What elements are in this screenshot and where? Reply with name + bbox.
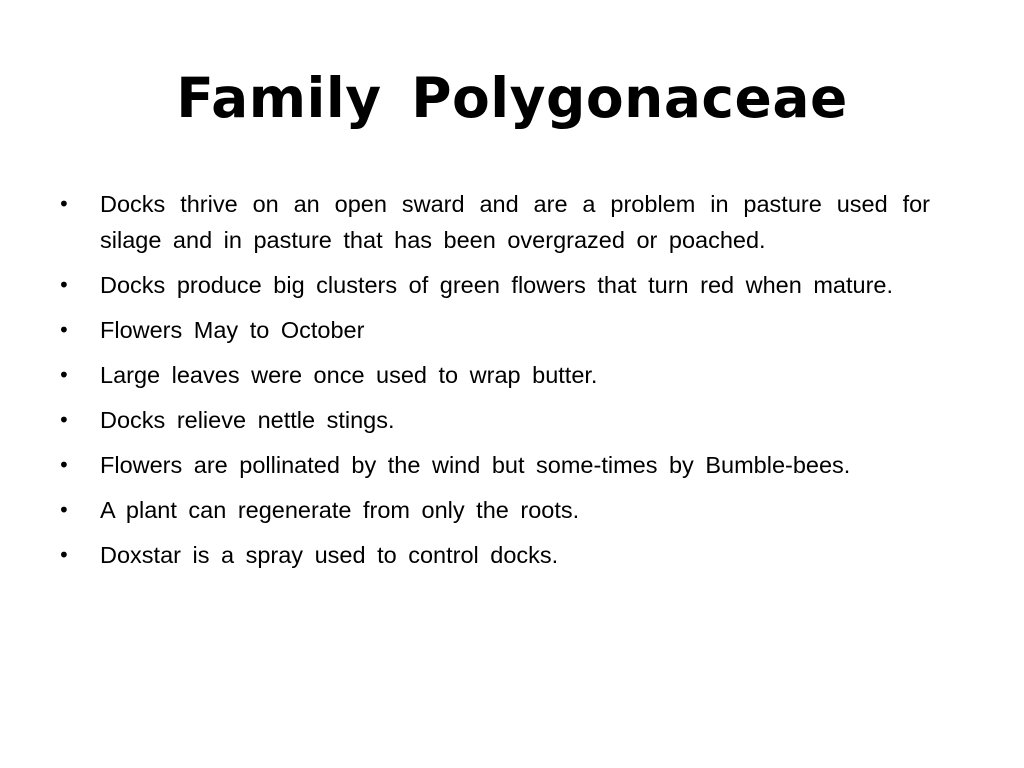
bullet-text: Docks thrive on an open sward and are a problem in pasture used for silage and in pasture that has been overgrazed or poached. — [100, 191, 930, 253]
bullet-item — [58, 492, 930, 528]
bullet-item — [58, 357, 930, 393]
bullet-item — [58, 447, 930, 483]
bullet-item — [58, 267, 930, 303]
bullet-text: A plant can regenerate from only the roots. — [100, 497, 580, 523]
slide-title: Family Polygonaceae — [176, 66, 848, 130]
bullet-text: Docks produce big clusters of green flowers that turn red when mature. — [100, 272, 894, 298]
bullet-dot-icon: • — [58, 543, 70, 567]
bullet-dot-icon: • — [58, 498, 70, 522]
bullet-text: Flowers May to October — [100, 317, 365, 343]
bullet-dot-icon: • — [58, 453, 70, 477]
bullet-item — [58, 186, 930, 258]
bullet-dot-icon: • — [58, 318, 70, 342]
bullet-text: Doxstar is a spray used to control docks. — [100, 542, 559, 568]
bullet-text: Flowers are pollinated by the wind but some-times by Bumble-bees. — [100, 452, 851, 478]
bullet-dot-icon: • — [58, 363, 70, 387]
bullet-dot-icon: • — [58, 192, 70, 216]
bullet-list — [58, 186, 930, 582]
bullet-item — [58, 402, 930, 438]
bullet-item — [58, 312, 930, 348]
bullet-text: Large leaves were once used to wrap butter. — [100, 362, 598, 388]
bullet-text: Docks relieve nettle stings. — [100, 407, 395, 433]
bullet-dot-icon: • — [58, 273, 70, 297]
bullet-dot-icon: • — [58, 408, 70, 432]
bullet-item — [58, 537, 930, 573]
